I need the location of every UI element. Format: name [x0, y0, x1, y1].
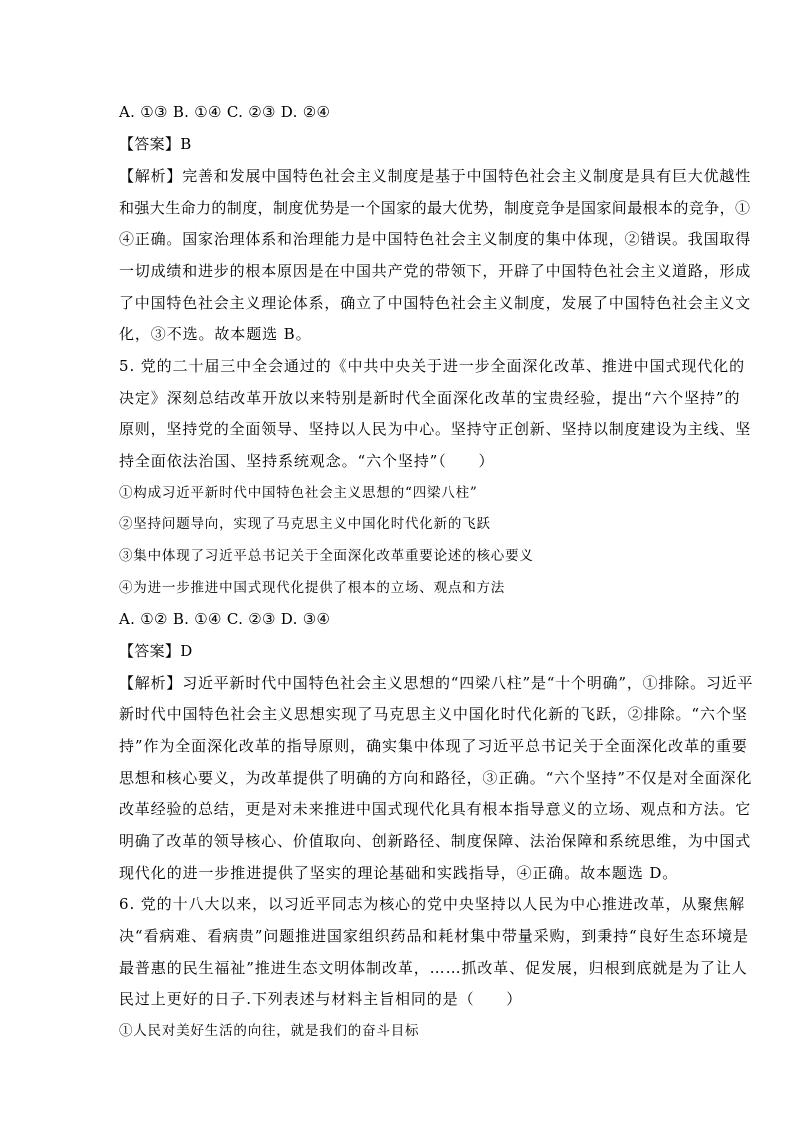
q5-explanation-line-2: 新时代中国特色社会主义思想实现了马克思主义中国化时代化新的飞跃，②排除。“六个坚 — [119, 705, 748, 723]
q4-answer: 【答案】B — [119, 135, 192, 153]
q5-explanation-line-4: 思想和核心要义，为改革提供了明确的方向和路径，③正确。“六个坚持”不仅是对全面深化 — [119, 769, 753, 787]
q6-statement-1: ①人民对美好生活的向往，就是我们的奋斗目标 — [119, 1023, 420, 1039]
q5-stem-line-1: 5. 党的二十届三中全会通过的《中共中央关于进一步全面深化改革、推进中国式现代化的 — [119, 357, 745, 375]
q5-explanation-line-3: 持”作为全面深化改革的指导原则，确实集中体现了习近平总书记关于全面深化改革的重要 — [119, 737, 748, 755]
q5-stem-line-3: 原则，坚持党的全面领导、坚持以人民为中心。坚持守正创新、坚持以制度建设为主线、坚 — [119, 420, 752, 438]
q6-stem-line-1: 6. 党的十八大以来，以习近平同志为核心的党中央坚持以人民为中心推进改革，从聚焦解 — [119, 895, 745, 913]
q4-explanation-line-3: ④正确。国家治理体系和治理能力是中国特色社会主义制度的集中体现，②错误。我国取得 — [119, 230, 752, 248]
q6-stem-line-2: 决“看病难、看病贵”问题推进国家组织药品和耗材集中带量采购，到秉持“良好生态环境是 — [119, 927, 749, 945]
q5-statement-1: ①构成习近平新时代中国特色社会主义思想的“四梁八柱” — [119, 485, 478, 501]
q4-options: A. ①③ B. ①④ C. ②③ D. ②④ — [119, 103, 331, 121]
q4-explanation-line-2: 和强大生命力的制度，制度优势是一个国家的最大优势，制度竞争是国家间最根本的竞争，① — [119, 199, 751, 217]
q5-explanation-line-5: 改革经验的总结，更是对未来推进中国式现代化具有根本指导意义的立场、观点和方法。它 — [119, 800, 752, 818]
q5-stem-line-4: 持全面依法治国、坚持系统观念。“六个坚持”（ ） — [119, 452, 495, 470]
q6-stem-line-3: 最普惠的民生福祉”推进生态文明体制改革，……抓改革、促发展，归根到底就是为了让人 — [119, 959, 748, 977]
q5-explanation-line-1: 【解析】习近平新时代中国特色社会主义思想的“四梁八柱”是“十个明确”，①排除。习近平 — [119, 674, 754, 692]
q5-statement-2: ②坚持问题导向，实现了马克思主义中国化时代化新的飞跃 — [119, 516, 491, 532]
q4-explanation-line-1: 【解析】完善和发展中国特色社会主义制度是基于中国特色社会主义制度是具有巨大优越性 — [119, 167, 752, 185]
q5-statement-4: ④为进一步推进中国式现代化提供了根本的立场、观点和方法 — [119, 580, 506, 596]
q5-explanation-label: 【解析】 — [119, 674, 183, 692]
q4-explanation-label: 【解析】 — [119, 167, 183, 185]
q4-explanation-line-4: 一切成绩和进步的根本原因是在中国共产党的带领下，开辟了中国特色社会主义道路，形成 — [119, 262, 752, 280]
q4-explanation-line-5: 了中国特色社会主义理论体系，确立了中国特色社会主义制度，发展了中国特色社会主义文 — [119, 294, 752, 312]
q5-options: A. ①② B. ①④ C. ②③ D. ③④ — [119, 610, 331, 628]
q4-explanation-line-6: 化，③不选。故本题选 B。 — [119, 325, 312, 343]
q5-explanation-line-7: 现代化的进一步推进提供了坚实的理论基础和实践指导，④正确。故本题选 D。 — [119, 864, 679, 882]
q5-answer: 【答案】D — [119, 642, 193, 660]
q5-explanation-line-6: 明确了改革的领导核心、价值取向、创新路径、制度保障、法治保障和系统思维，为中国式 — [119, 832, 752, 850]
q6-stem-line-4: 民过上更好的日子.下列表述与材料主旨相同的是（ ） — [119, 990, 523, 1008]
q5-statement-3: ③集中体现了习近平总书记关于全面深化改革重要论述的核心要义 — [119, 548, 534, 564]
q5-stem-line-2: 决定》深刻总结改革开放以来特别是新时代全面深化改革的宝贵经验，提出“六个坚持”的 — [119, 389, 741, 407]
